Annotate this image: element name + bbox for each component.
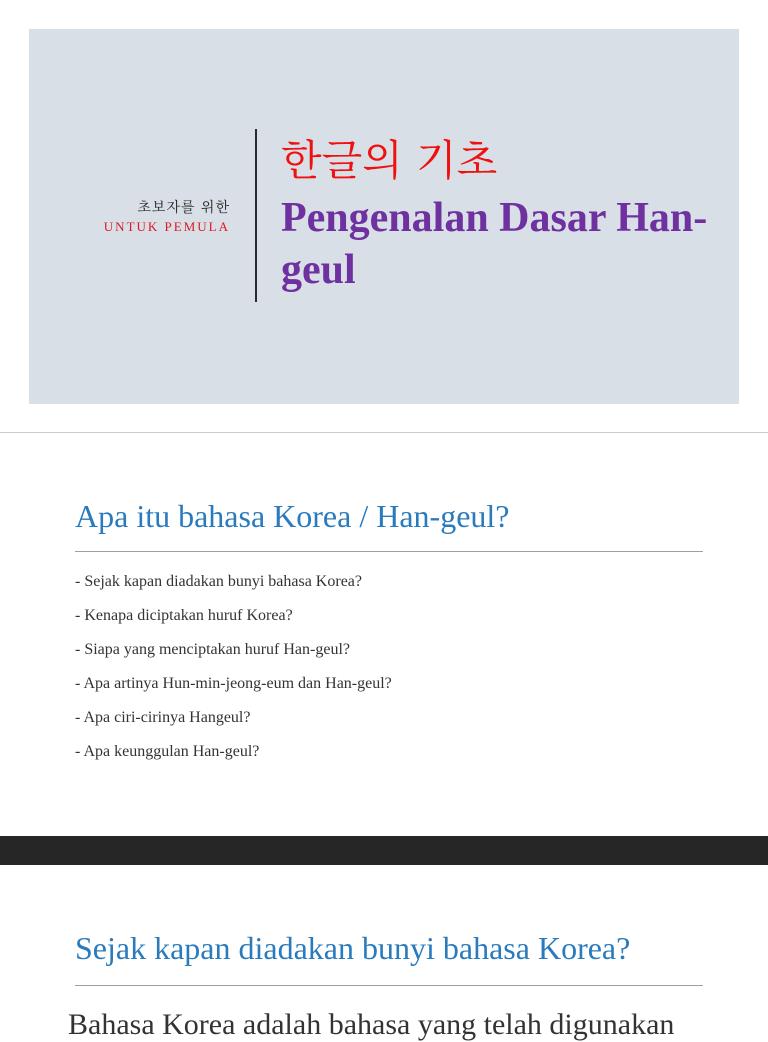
question-list (75, 571, 392, 775)
slide-title: Apa itu bahasa Korea / Han-geul? (75, 498, 510, 534)
vertical-divider (255, 129, 257, 302)
slide-body-text: Bahasa Korea adalah bahasa yang telah digunakan (68, 1008, 675, 1041)
list-item: - Apa ciri-cirinya Hangeul? (75, 709, 251, 726)
indonesian-title: Pengenalan Dasar Han-geul (281, 195, 708, 293)
title-slide (29, 29, 739, 404)
title-slide-left-block (104, 199, 230, 237)
untuk-pemula-subtitle: UNTUK PEMULA (103, 219, 230, 234)
list-item: - Sejak kapan diadakan bunyi bahasa Korea? (75, 573, 362, 590)
page-separator (0, 432, 768, 433)
title-underline (75, 985, 703, 986)
list-item: - Kenapa diciptakan huruf Korea? (75, 607, 293, 624)
korean-title: 한글의 기초 (281, 136, 498, 185)
korean-subtitle: 초보자를 위한 (137, 200, 230, 216)
list-item: - Apa artinya Hun-min-jeong-eum dan Han-geul? (75, 675, 392, 692)
list-item: - Siapa yang menciptakan huruf Han-geul? (75, 641, 351, 658)
list-item: - Apa keunggulan Han-geul? (75, 743, 260, 760)
slide-gap-band (0, 836, 768, 865)
slide-title: Sejak kapan diadakan bunyi bahasa Korea? (75, 930, 631, 966)
title-underline (75, 551, 703, 552)
